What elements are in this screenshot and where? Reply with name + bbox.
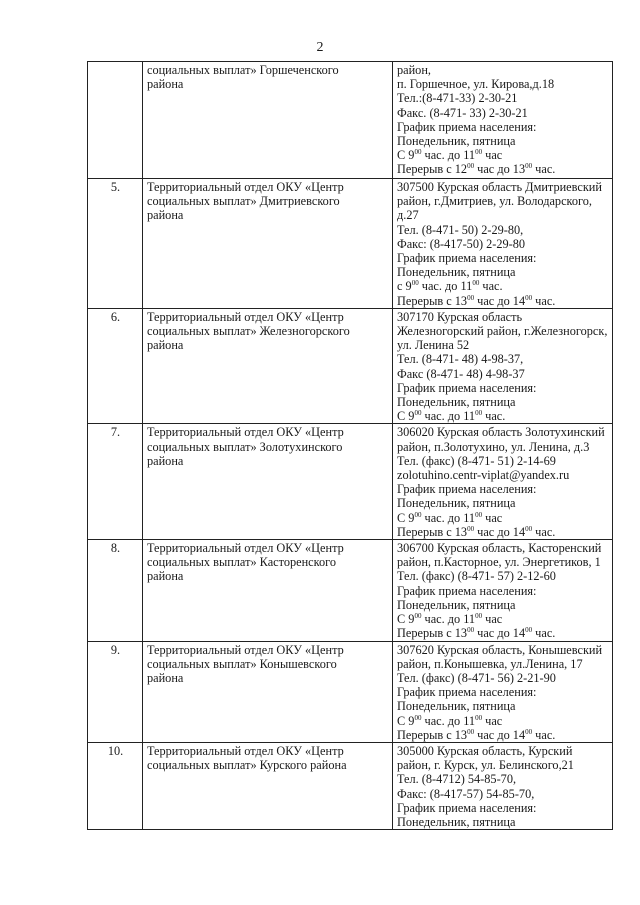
schedule-text: час (482, 713, 503, 728)
schedule-text: час до 13 (474, 162, 526, 177)
office-name-line: района (147, 77, 184, 92)
schedule-hours-line (397, 714, 609, 728)
schedule-text: час (482, 148, 503, 163)
office-name (143, 540, 393, 641)
contact-line: Тел. (факс) (8-471- 51) 2-14-69 (397, 453, 556, 468)
contact-line: Факс: (8-417-50) 2-29-80 (397, 236, 526, 251)
contact-line: График приема населения: (397, 685, 537, 700)
schedule-text: с 9 (397, 279, 412, 294)
contact-line: Факс. (8-471- 33) 2-30-21 (397, 105, 528, 120)
contact-line: район, (397, 63, 431, 77)
schedule-text: час. (532, 727, 556, 742)
schedule-hours-line (397, 511, 609, 525)
office-name-line: района (147, 569, 184, 584)
schedule-text: час. до 11 (421, 510, 476, 525)
office-name-line: Территориальный отдел ОКУ «Центр (147, 642, 344, 657)
contact-line: Понедельник, пятница (397, 814, 516, 829)
time-minutes: 00 (472, 279, 480, 288)
office-name (143, 424, 393, 540)
offices-table-body (88, 62, 613, 830)
time-minutes: 00 (414, 612, 422, 621)
office-name-line: социальных выплат» Курского района (147, 758, 347, 773)
time-minutes: 00 (411, 279, 419, 288)
office-name-line: района (147, 338, 184, 353)
office-contacts (393, 424, 613, 540)
schedule-text: С 9 (397, 612, 415, 627)
row-number: 10. (88, 742, 143, 829)
schedule-text: час до 14 (474, 524, 526, 539)
office-name-line: Территориальный отдел ОКУ «Центр (147, 309, 344, 324)
row-number: 9. (88, 641, 143, 742)
office-contacts (393, 62, 613, 179)
schedule-text: час. до 11 (421, 148, 476, 163)
office-contacts (393, 641, 613, 742)
contact-line: п. Горшечное, ул. Кирова,д.18 (397, 77, 555, 92)
time-minutes: 00 (414, 510, 422, 519)
schedule-hours-line (397, 409, 609, 423)
contact-line: 307620 Курская область, Конышевский (397, 642, 603, 657)
row-number: 7. (88, 424, 143, 540)
contact-line: График приема населения: (397, 482, 537, 497)
contact-line: Понедельник, пятница (397, 597, 516, 612)
office-name-line: социальных выплат» Конышевского (147, 656, 337, 671)
contact-line: График приема населения: (397, 251, 537, 266)
contact-line: 306700 Курская область, Касторенский (397, 541, 602, 556)
contact-line: График приема населения: (397, 119, 537, 134)
time-minutes: 00 (475, 148, 483, 157)
table-row (88, 424, 613, 540)
contact-line: Железногорский район, г.Железногорск, (397, 324, 608, 339)
schedule-text: час. (482, 409, 506, 424)
contact-line: район, г.Дмитриев, ул. Володарского, (397, 194, 593, 209)
contact-line: район, п.Касторное, ул. Энергетиков, 1 (397, 555, 601, 570)
contact-line: Тел. (8-4712) 54-85-70, (397, 772, 517, 787)
schedule-text: час. (479, 279, 503, 294)
office-contacts (393, 308, 613, 424)
contact-line: район, п.Золотухино, ул. Ленина, д.3 (397, 439, 590, 454)
contact-line: zolotuhino.centr-viplat@yandex.ru (397, 468, 570, 483)
office-name (143, 62, 393, 179)
time-minutes: 00 (475, 409, 483, 418)
table-row (88, 742, 613, 829)
schedule-text: час (482, 510, 503, 525)
time-minutes: 00 (467, 524, 475, 533)
schedule-hours-line (397, 728, 609, 742)
schedule-text: час до 14 (474, 293, 526, 308)
schedule-text: Перерыв с 13 (397, 727, 468, 742)
contact-line: График приема населения: (397, 583, 537, 598)
schedule-text: час. до 11 (421, 612, 476, 627)
contact-line: Тел. (факс) (8-471- 56) 2-21-90 (397, 670, 556, 685)
contact-line: 305000 Курская область, Курский (397, 743, 573, 758)
schedule-hours-line (397, 294, 609, 308)
offices-table (87, 61, 613, 830)
contact-line: Понедельник, пятница (397, 699, 516, 714)
office-name-line: Территориальный отдел ОКУ «Центр (147, 743, 344, 758)
row-number (88, 62, 143, 179)
contact-line: Тел. (факс) (8-471- 57) 2-12-60 (397, 569, 556, 584)
contact-line: 307170 Курская область (397, 309, 523, 324)
time-minutes: 00 (414, 713, 422, 722)
schedule-hours-line (397, 279, 609, 293)
time-minutes: 00 (467, 162, 475, 171)
row-number: 5. (88, 179, 143, 309)
contact-line: Тел. (8-471- 48) 4-98-37, (397, 352, 524, 367)
schedule-text: С 9 (397, 510, 415, 525)
time-minutes: 00 (525, 727, 533, 736)
contact-line: Факс (8-471- 48) 4-98-37 (397, 366, 525, 381)
contact-line: 306020 Курская область Золотухинский (397, 425, 605, 440)
office-contacts (393, 742, 613, 829)
row-number: 8. (88, 540, 143, 641)
time-minutes: 00 (475, 510, 483, 519)
page-number: 2 (316, 40, 324, 55)
schedule-text: час. (532, 626, 556, 641)
schedule-hours-line (397, 525, 609, 539)
schedule-text: час (482, 612, 503, 627)
office-name-line: социальных выплат» Золотухинского (147, 439, 343, 454)
schedule-text: Перерыв с 13 (397, 524, 468, 539)
office-contacts (393, 179, 613, 309)
schedule-text: час. (532, 293, 556, 308)
office-name-line: Территориальный отдел ОКУ «Центр (147, 425, 344, 440)
schedule-text: час. до 11 (418, 279, 473, 294)
time-minutes: 00 (467, 293, 475, 302)
schedule-text: час. до 11 (421, 409, 476, 424)
office-name-line: района (147, 208, 184, 223)
time-minutes: 00 (525, 524, 533, 533)
contact-line: График приема населения: (397, 380, 537, 395)
contact-line: д.27 (397, 208, 419, 223)
time-minutes: 00 (525, 626, 533, 635)
table-row (88, 308, 613, 424)
table-row (88, 641, 613, 742)
schedule-text: час. (532, 524, 556, 539)
schedule-text: Перерыв с 13 (397, 293, 468, 308)
office-contacts (393, 540, 613, 641)
contact-line: 307500 Курская область Дмитриевский (397, 180, 602, 194)
contact-line: район, п.Конышевка, ул.Ленина, 17 (397, 656, 583, 671)
schedule-hours-line (397, 612, 609, 626)
contact-line: Понедельник, пятница (397, 395, 516, 410)
schedule-hours-line (397, 148, 609, 162)
table-row (88, 62, 613, 179)
contact-line: Тел.:(8-471-33) 2-30-21 (397, 91, 518, 106)
contact-line: Понедельник, пятница (397, 265, 516, 280)
time-minutes: 00 (475, 713, 483, 722)
schedule-text: час до 14 (474, 727, 526, 742)
time-minutes: 00 (475, 612, 483, 621)
contact-line: График приема населения: (397, 800, 537, 815)
schedule-text: Перерыв с 13 (397, 626, 468, 641)
schedule-text: час. до 11 (421, 713, 476, 728)
contact-line: Понедельник, пятница (397, 496, 516, 511)
contact-line: Тел. (8-471- 50) 2-29-80, (397, 222, 524, 237)
schedule-text: час. (532, 162, 556, 177)
schedule-hours-line (397, 626, 609, 640)
time-minutes: 00 (414, 148, 422, 157)
schedule-text: С 9 (397, 409, 415, 424)
table-row (88, 179, 613, 309)
office-name-line: Территориальный отдел ОКУ «Центр (147, 541, 344, 556)
office-name-line: района (147, 453, 184, 468)
office-name (143, 179, 393, 309)
office-name (143, 308, 393, 424)
office-name-line: социальных выплат» Касторенского (147, 555, 337, 570)
schedule-text: С 9 (397, 713, 415, 728)
office-name-line: социальных выплат» Горшеченского (147, 63, 339, 77)
schedule-text: С 9 (397, 148, 415, 163)
contact-line: район, г. Курск, ул. Белинского,21 (397, 758, 574, 773)
office-name (143, 641, 393, 742)
contact-line: Факс: (8-417-57) 54-85-70, (397, 786, 535, 801)
contact-line: Понедельник, пятница (397, 134, 516, 149)
time-minutes: 00 (467, 727, 475, 736)
schedule-text: Перерыв с 12 (397, 162, 468, 177)
row-number: 6. (88, 308, 143, 424)
time-minutes: 00 (525, 162, 533, 171)
schedule-text: час до 14 (474, 626, 526, 641)
time-minutes: 00 (414, 409, 422, 418)
office-name-line: района (147, 670, 184, 685)
time-minutes: 00 (467, 626, 475, 635)
contact-line: ул. Ленина 52 (397, 338, 470, 353)
office-name-line: социальных выплат» Дмитриевского (147, 194, 340, 209)
schedule-hours-line (397, 162, 609, 176)
office-name-line: социальных выплат» Железногорского (147, 324, 350, 339)
office-name-line: Территориальный отдел ОКУ «Центр (147, 180, 344, 194)
table-row (88, 540, 613, 641)
office-name (143, 742, 393, 829)
time-minutes: 00 (525, 293, 533, 302)
